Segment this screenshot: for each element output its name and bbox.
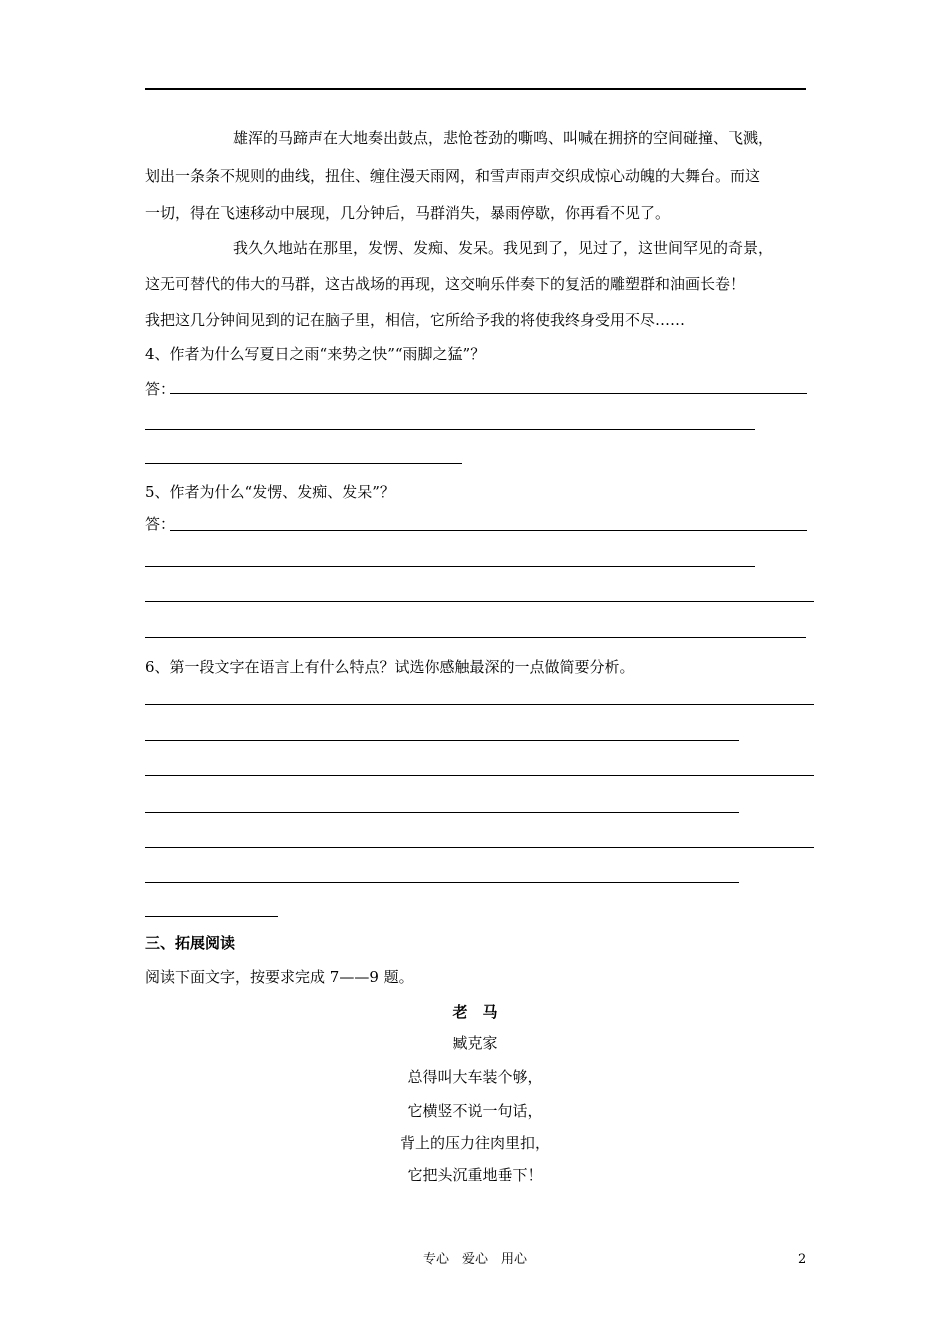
header-rule [145, 88, 806, 90]
answer-line-6-3[interactable] [145, 775, 814, 776]
answer-line-6-2[interactable] [145, 740, 739, 741]
paragraph-1-line-1: 雄浑的马蹄声在大地奏出鼓点，悲怆苍劲的嘶鸣、叫喊在拥挤的空间碰撞、飞溅， [233, 129, 774, 147]
paragraph-2-line-3: 我把这几分钟间见到的记在脑子里，相信，它所给予我的将使我终身受用不尽…… [145, 311, 686, 329]
paragraph-1-line-2: 划出一条条不规则的曲线，扭住、缠住漫天雨网，和雪声雨声交织成惊心动魄的大舞台。而这 [145, 167, 761, 185]
paragraph-2-line-2: 这无可替代的伟大的马群，这古战场的再现，这交响乐伴奏下的复活的雕塑群和油画长卷！ [145, 275, 746, 293]
paragraph-2-line-1: 我久久地站在那里，发愣、发痴、发呆。我见到了，见过了，这世间罕见的奇景， [233, 239, 774, 257]
answer-line-6-1[interactable] [145, 704, 814, 705]
question-6: 6、第一段文字在语言上有什么特点？试选你感触最深的一点做简要分析。 [145, 658, 635, 676]
poem-line-4: 它把头沉重地垂下！ [407, 1166, 543, 1184]
poem-author: 臧克家 [452, 1034, 498, 1052]
answer-line-5-3[interactable] [145, 601, 814, 602]
answer-label-4: 答： [145, 380, 176, 398]
answer-line-6-7[interactable] [145, 916, 278, 917]
question-4: 4、作者为什么写夏日之雨“来势之快”“雨脚之猛”？ [145, 345, 486, 363]
answer-line-5-2[interactable] [145, 566, 755, 567]
answer-label-5: 答： [145, 515, 176, 533]
paragraph-1-line-3: 一切，得在飞速移动中展现，几分钟后，马群消失，暴雨停歇，你再看不见了。 [145, 204, 671, 222]
page-number: 2 [798, 1252, 807, 1267]
section-3-instruction: 阅读下面文字，按要求完成 7——9 题。 [145, 968, 414, 986]
footer-motto: 专心 爱心 用心 [422, 1252, 527, 1267]
question-5: 5、作者为什么“发愣、发痴、发呆”？ [145, 483, 395, 501]
poem-line-3: 背上的压力往肉里扣， [399, 1134, 550, 1152]
poem-line-2: 它横竖不说一句话， [407, 1102, 543, 1120]
answer-line-6-6[interactable] [145, 882, 739, 883]
answer-line-4-1[interactable] [170, 393, 807, 394]
answer-line-5-4[interactable] [145, 637, 806, 638]
poem-title: 老 马 [452, 1003, 498, 1021]
poem-line-1: 总得叫大车装个够， [407, 1068, 543, 1086]
answer-line-4-2[interactable] [145, 429, 755, 430]
answer-line-6-4[interactable] [145, 812, 739, 813]
answer-line-5-1[interactable] [170, 530, 807, 531]
answer-line-6-5[interactable] [145, 847, 814, 848]
section-3-heading: 三、拓展阅读 [145, 934, 236, 952]
answer-line-4-3[interactable] [145, 463, 462, 464]
